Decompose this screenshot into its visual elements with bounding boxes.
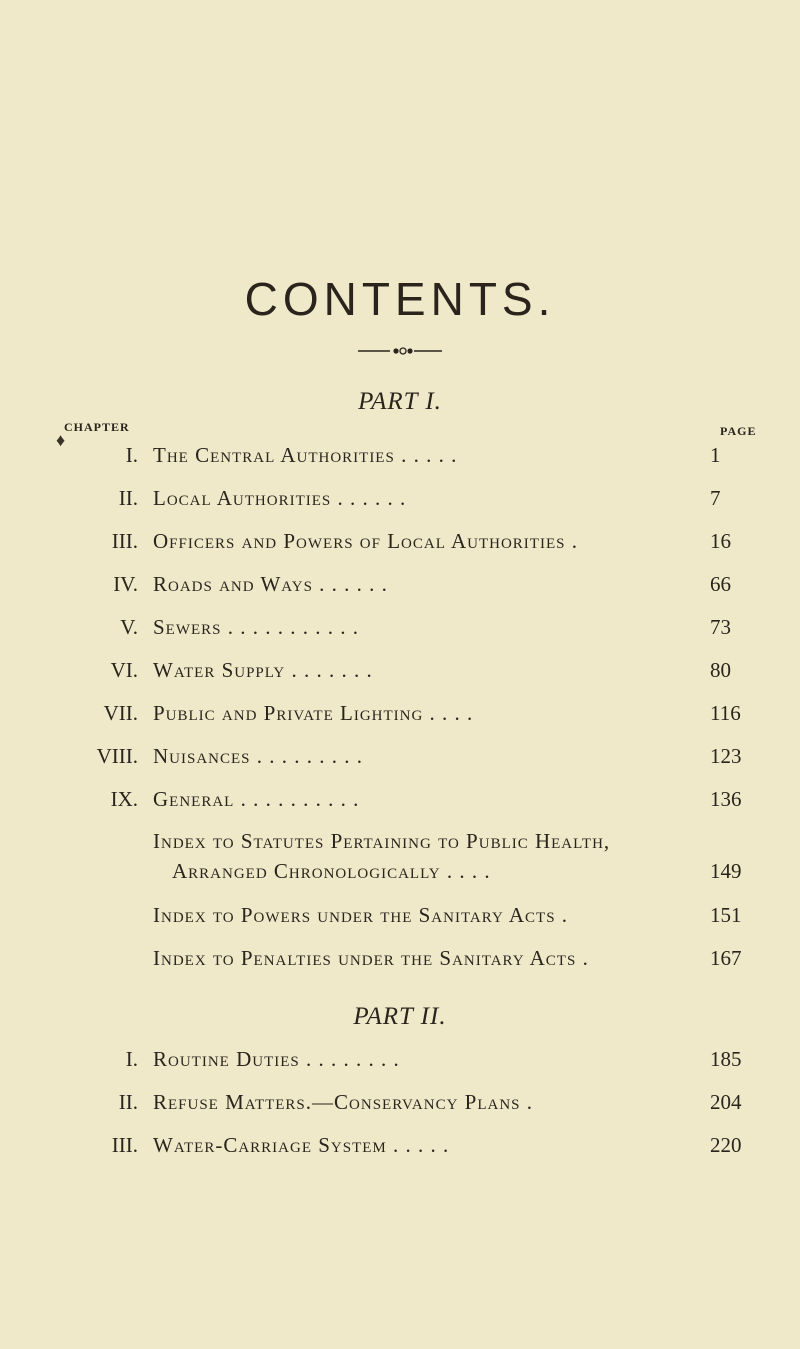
page-number: 123 [710,744,742,768]
page-number: 136 [710,787,742,811]
chapter-number: II. [118,486,138,510]
chapter-title: General . . . . . . . . . . [153,787,360,811]
page-number: 151 [710,903,742,927]
chapter-number: VI. [110,658,138,682]
page-number: 167 [710,946,742,970]
toc-row [0,701,800,731]
chapter-number: IV. [113,572,138,596]
chapter-title: Water-Carriage System . . . . . [153,1133,450,1157]
toc-row [0,443,800,473]
toc-row [0,1090,800,1120]
chapter-number: II. [118,1090,138,1114]
toc-row [0,529,800,559]
page-column-label: PAGE [720,424,757,438]
chapter-number: I. [125,1047,138,1071]
index-title: Arranged Chronologically . . . . [172,859,491,883]
toc-row [0,572,800,602]
chapter-title: Officers and Powers of Local Authorities . [153,529,578,553]
index-title: Index to Statutes Pertaining to Public Health, [153,829,611,853]
chapter-number: IX. [110,787,138,811]
chapter-number: VIII. [96,744,138,768]
toc-row [0,1047,800,1077]
chapter-number: V. [120,615,138,639]
part-1-heading: PART I. [358,388,442,415]
index-row [0,829,800,859]
chapter-title: The Central Authorities . . . . . [153,443,458,467]
chapter-title: Nuisances . . . . . . . . . [153,744,364,768]
index-row [0,946,800,976]
toc-row [0,615,800,645]
index-row [0,903,800,933]
margin-mark-icon: ♦ [56,430,66,450]
toc-row [0,787,800,817]
chapter-title: Routine Duties . . . . . . . . [153,1047,400,1071]
index-title: Index to Penalties under the Sanitary Acts . [153,946,589,970]
page-title: CONTENTS. [244,273,556,325]
page-number: 204 [710,1090,742,1114]
page-number: 16 [710,529,731,553]
toc-row [0,1133,800,1163]
page-number: 116 [710,701,741,725]
toc-row [0,486,800,516]
part-2-heading: PART II. [353,1003,447,1030]
page-number: 7 [710,486,721,510]
page-number: 66 [710,572,731,596]
index-row [0,859,800,889]
page-number: 1 [710,443,721,467]
page-number: 80 [710,658,731,682]
page-number: 220 [710,1133,742,1157]
ornament-rule-icon [358,347,442,355]
toc-row [0,744,800,774]
chapter-title: Sewers . . . . . . . . . . . [153,615,360,639]
chapter-number: III. [111,529,138,553]
chapter-number: I. [125,443,138,467]
index-title: Index to Powers under the Sanitary Acts . [153,903,569,927]
chapter-number: VII. [103,701,138,725]
chapter-title: Roads and Ways . . . . . . [153,572,388,596]
chapter-title: Local Authorities . . . . . . [153,486,407,510]
chapter-column-label: CHAPTER [64,420,130,434]
chapter-title: Public and Private Lighting . . . . [153,701,474,725]
toc-row [0,658,800,688]
page-number: 185 [710,1047,742,1071]
page-number: 73 [710,615,731,639]
chapter-title: Refuse Matters.—Conservancy Plans . [153,1090,534,1114]
chapter-number: III. [111,1133,138,1157]
page-number: 149 [710,859,742,883]
chapter-title: Water Supply . . . . . . . [153,658,373,682]
